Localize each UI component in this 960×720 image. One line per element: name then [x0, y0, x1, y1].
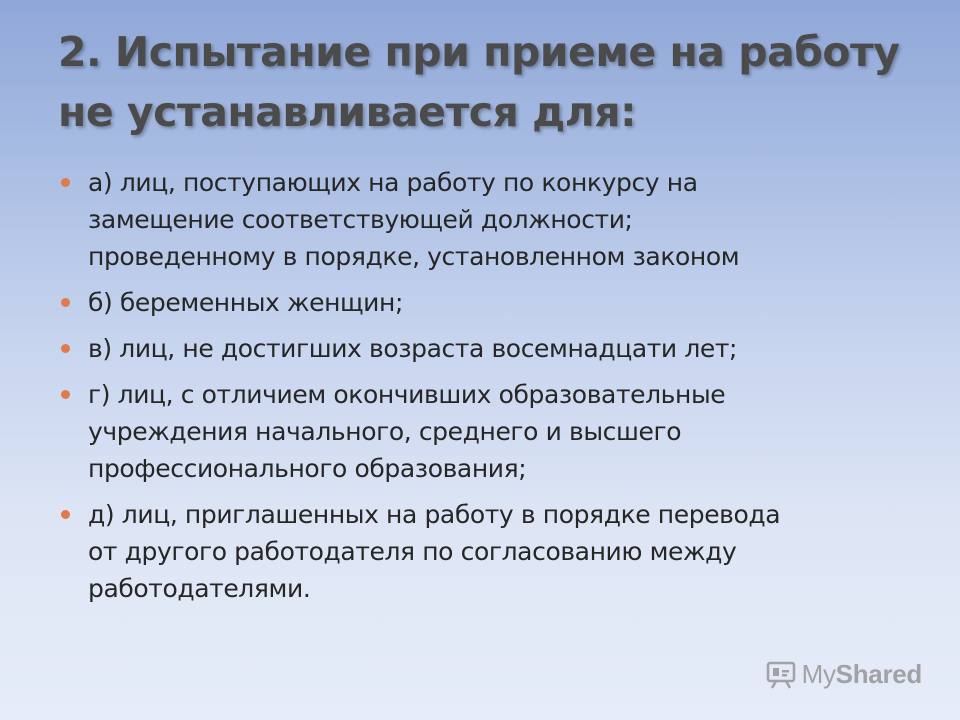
- watermark-text: [802, 659, 922, 690]
- bullet-item-a: [58, 164, 918, 275]
- slide-title-line-2: не устанавливается для:: [58, 88, 637, 136]
- bullet-dot-icon: [61, 390, 70, 399]
- slide-title: [58, 22, 938, 142]
- bullet-item-v: [58, 330, 918, 367]
- bullet-line: а) лиц, поступающих на работу по конкурсу на: [88, 168, 698, 197]
- bullet-line: в) лиц, не достигших возраста восемнадцати лет;: [88, 334, 738, 363]
- bullet-line: работодателями.: [88, 574, 311, 603]
- bullet-dot-icon: [61, 344, 70, 353]
- bullet-dot-icon: [61, 298, 70, 307]
- bullet-item-b: [58, 284, 918, 321]
- bullet-line: б) беременных женщин;: [88, 288, 403, 317]
- bullet-item-g: [58, 376, 918, 487]
- presentation-board-icon: [766, 661, 796, 689]
- bullet-line: от другого работодателя по согласованию между: [88, 537, 737, 566]
- bullet-line: г) лиц, с отличием окончивших образовательные: [88, 380, 726, 409]
- myshared-watermark[interactable]: [766, 659, 922, 690]
- bullet-line: проведенному в порядке, установленном законом: [88, 242, 740, 271]
- slide-title-line-1: 2. Испытание при приеме на работу: [58, 28, 900, 76]
- bullet-line: профессионального образования;: [88, 454, 527, 483]
- bullet-dot-icon: [61, 510, 70, 519]
- bullet-line: замещение соответствующей должности;: [88, 205, 633, 234]
- bullet-dot-icon: [61, 178, 70, 187]
- watermark-suffix: Shared: [835, 659, 922, 689]
- bullet-list: [58, 164, 918, 616]
- watermark-prefix: My: [801, 659, 836, 689]
- bullet-line: учреждения начального, среднего и высшего: [88, 417, 682, 446]
- bullet-item-d: [58, 496, 918, 607]
- bullet-line: д) лиц, приглашенных на работу в порядке перевода: [88, 500, 781, 529]
